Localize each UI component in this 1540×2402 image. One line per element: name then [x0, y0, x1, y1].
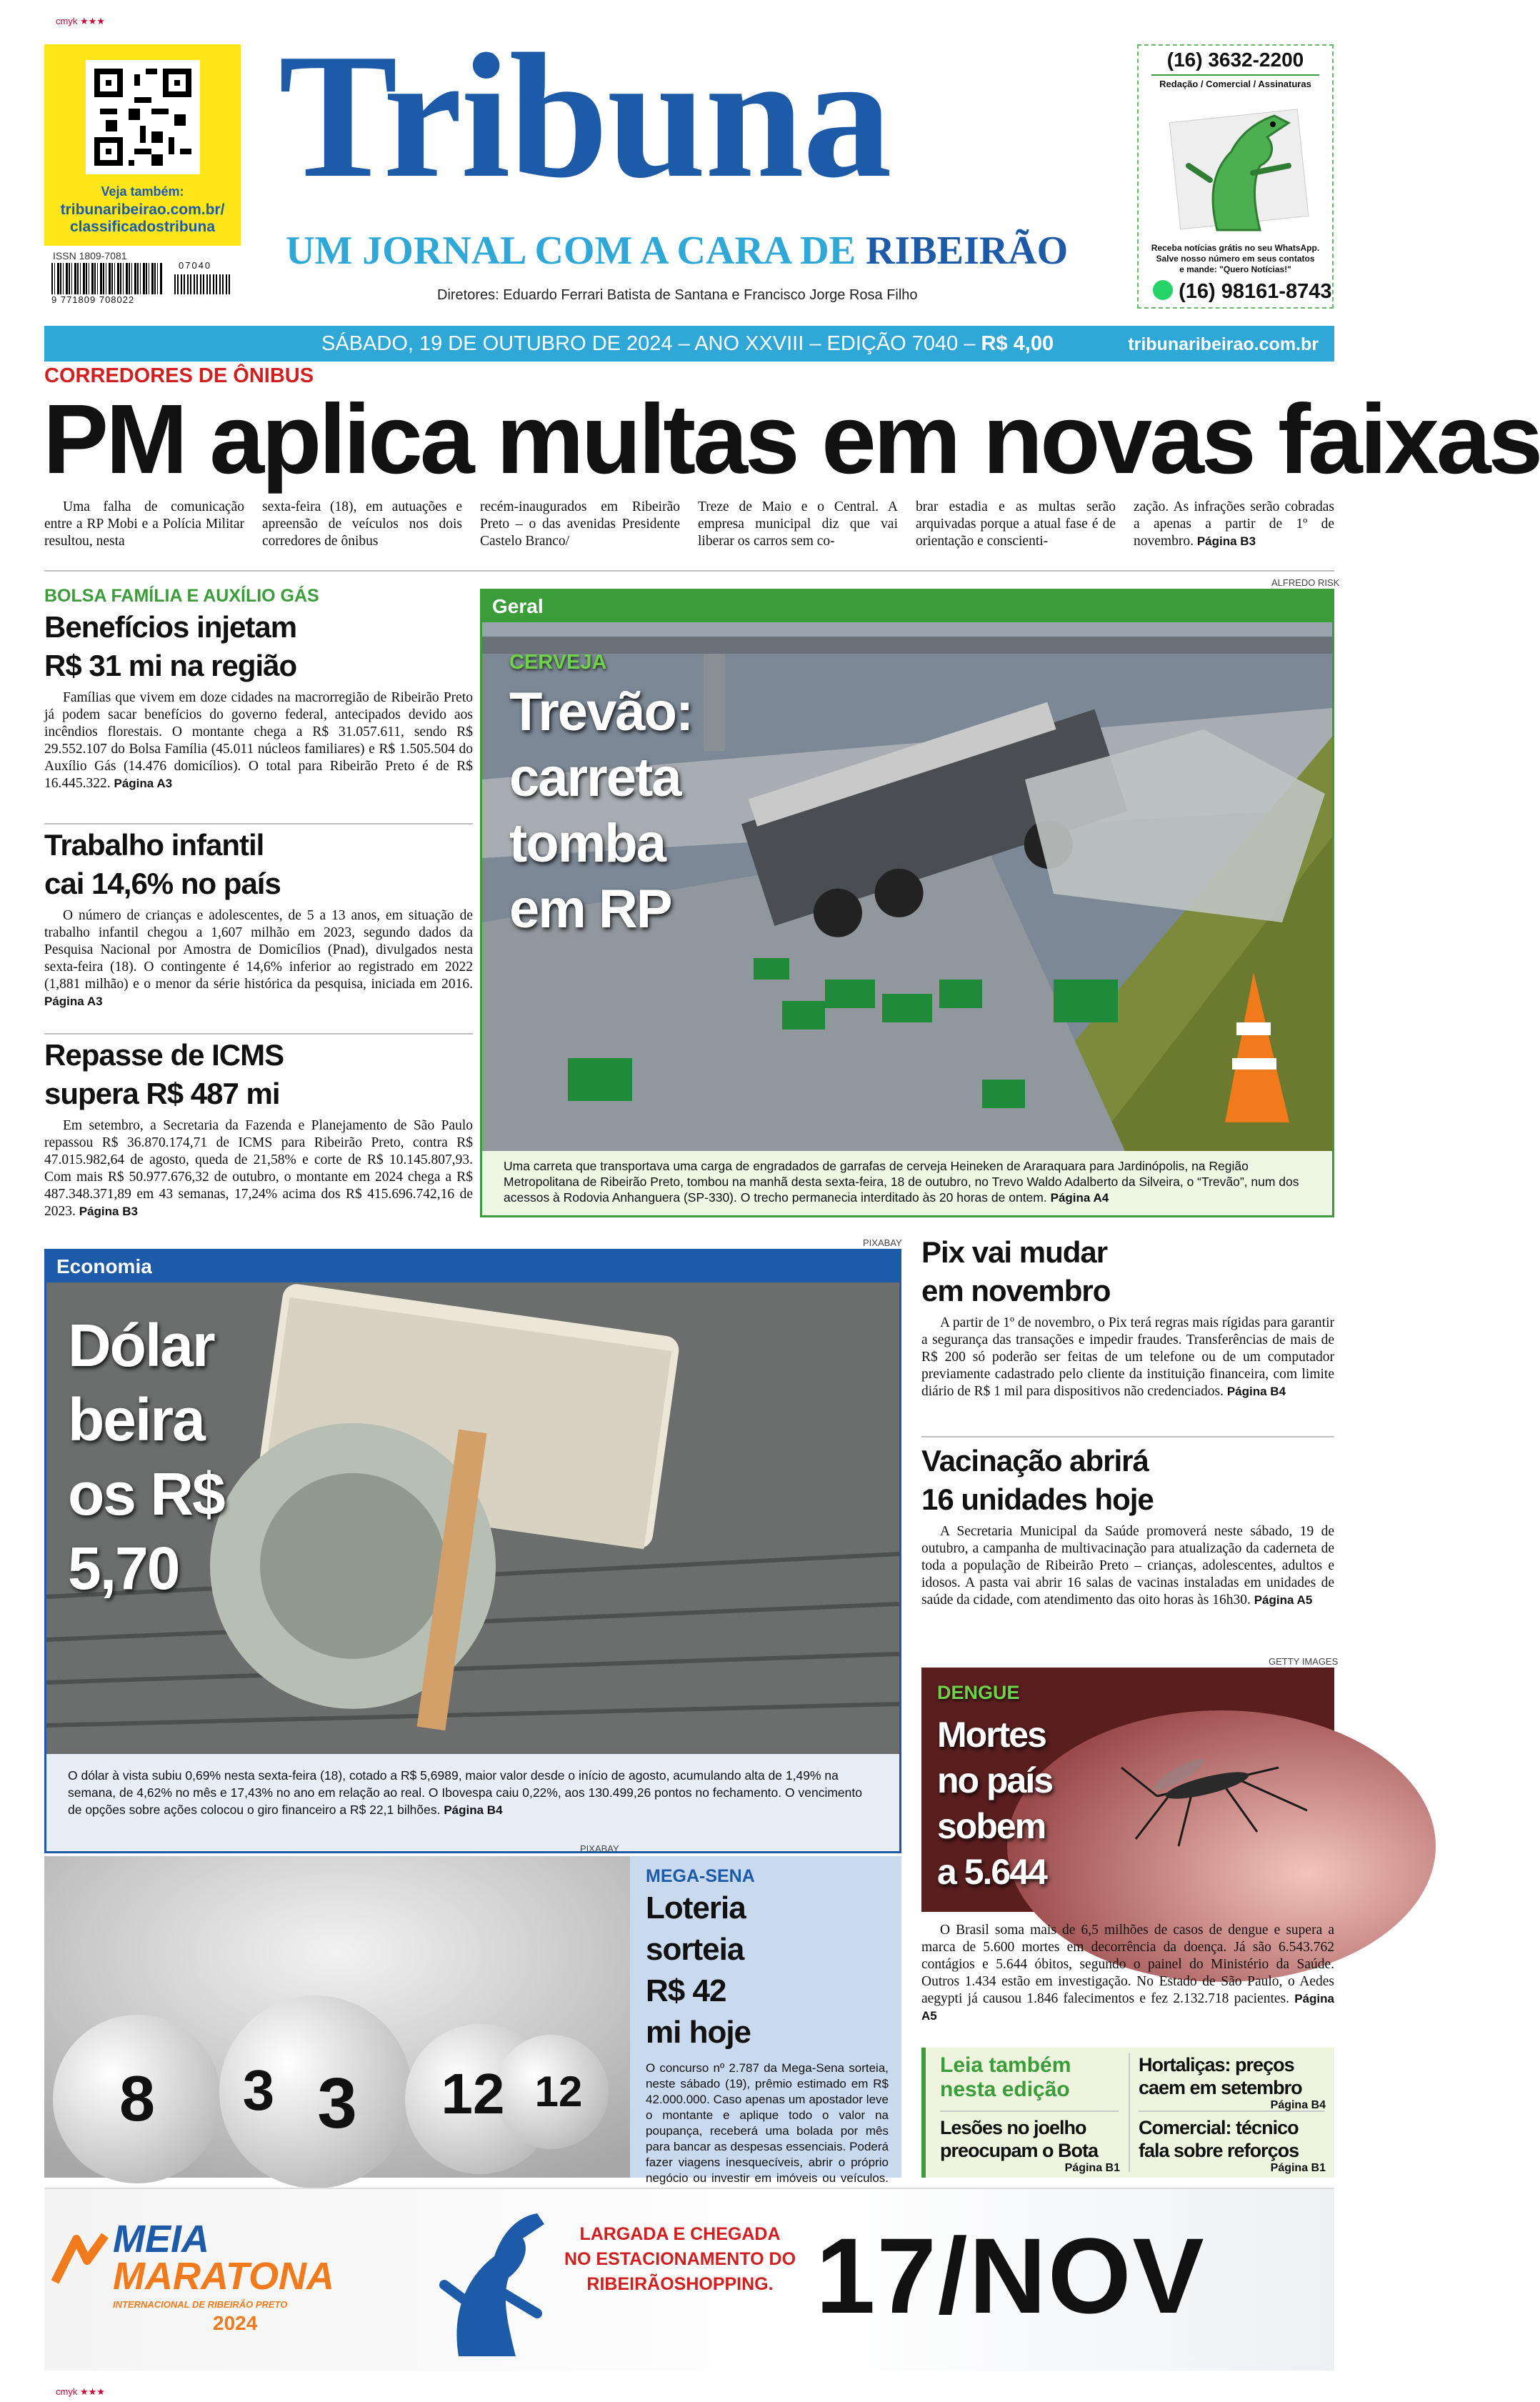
lead-col-6 — [1134, 499, 1334, 550]
geral-box[interactable] — [480, 589, 1334, 1217]
directors: Diretores: Eduardo Ferrari Batista de Santana e Francisco Jorge Rosa Filho — [437, 287, 918, 303]
leia-item-3-line-2: fala sobre reforços — [1139, 2140, 1299, 2161]
lead-col-3: recém-inaugurados em Ribeirão Preto – o das avenidas Presidente Castelo Branco/ — [480, 499, 680, 549]
lead-col-1: Uma falha de comunicação entre a RP Mobi e a Polícia Militar resultou, nesta — [44, 499, 244, 549]
dengue-headline-2: no país — [937, 1760, 1053, 1800]
qr-link-site[interactable]: tribunaribeirao.com.br/ — [60, 201, 225, 218]
economia-ref[interactable]: Página B4 — [444, 1803, 503, 1817]
vacina-body — [921, 1523, 1334, 1609]
whatsapp-number-text: (16) 98161-8743 — [1179, 280, 1332, 303]
lead-body — [44, 499, 1334, 563]
icms-ref[interactable]: Página B3 — [79, 1205, 138, 1218]
ad-middle-1: LARGADA E CHEGADA — [579, 2224, 781, 2244]
ball-2: 3 — [242, 2058, 275, 2122]
megasena-body-text: O concurso nº 2.787 da Mega-Sena sorteia, neste sábado (19), prêmio estimado em R$ 42.000.000. Caso apenas um apostador leve o montante e aplique todo o valor na poupança, receberá uma bolada por mês para bancar as despesas essenciais. Poderá fazer viagens inesquecíveis, abrir o próprio negócio ou investir em imóveis ou veículos. — [646, 2061, 889, 2185]
megasena-headline-2: sorteia — [646, 1932, 744, 1967]
bolsa-body-text: Famílias que vivem em doze cidades na macrorregião de Ribeirão Preto já podem sacar benefícios do governo federal, antecipados devido aos incêndios florestais. O montante chega a R$ 31.057.611, sendo R$ 29.552.107 do Bolsa Família (45.011 núcleos familiares) e R$ 1.505.504 do Auxílio Gás (14.476 domicílios). O total para Ribeirão Preto é de R$ 16.445.322. — [44, 690, 473, 791]
ball-4: 12 — [441, 2062, 505, 2126]
dengue-body-text: O Brasil soma mais de 6,5 milhões de casos de dengue e supera a marca de 5.600 mortes em decorrência da doença. Já são 6.543.762 contágios e 5.644 óbitos, segundo o painel do Ministério da Saúde. Outros 1.434 estão em investigação. No Estado de São Paulo, o Aedes aegypti já causou 1.846 falecimentos e fez 2.132.718 pacientes. — [921, 1923, 1334, 2006]
qr-code-icon — [94, 69, 191, 166]
lead-rule — [44, 570, 1334, 572]
left-rule-2 — [44, 1033, 473, 1035]
trabalho-headline-1[interactable]: Trabalho infantil — [44, 828, 264, 862]
trabalho-ref[interactable]: Página A3 — [44, 995, 103, 1008]
trabalho-headline-2[interactable]: cai 14,6% no país — [44, 867, 281, 900]
left-rule-1 — [44, 823, 473, 824]
vacina-body-text: A Secretaria Municipal da Saúde promoverá neste sábado, 19 de outubro, a campanha de multivacinação para atualização da caderneta de toda a população de Ribeirão Preto – crianças, adolescentes, adultos e idosos. A pasta vai abrir 16 salas de vacinas instaladas em unidades de saúde da cidade, com atendimento das oito horas às 16h30. — [921, 1524, 1334, 1608]
economia-section: Economia — [46, 1251, 899, 1282]
dateline-date-text: SÁBADO, 19 DE OUTUBRO DE 2024 – ANO XXVIII – EDIÇÃO 7040 – — [321, 332, 976, 355]
ad-date: 17/NOV — [816, 2216, 1206, 2336]
trabalho-body-text: O número de crianças e adolescentes, de 5 a 13 anos, em situação de trabalho infantil chegou a 1,607 milhão em 2023, segundo dados da Pesquisa Nacional por Amostra de Domicílios (Pnad), divulgados nesta sexta-feira (18). O contingente é 14,6% inferior ao registrado em 2022 (1,881 milhão) e o menor da série histórica da pesquisa, iniciada em 2016. — [44, 908, 473, 992]
economia-headline-1: Dólar — [68, 1312, 214, 1379]
ad-banner[interactable] — [44, 2188, 1334, 2371]
lottery-balls-photo — [44, 1856, 630, 2178]
barcode-addon — [174, 274, 231, 294]
ad-middle — [559, 2222, 801, 2297]
ball-1: 8 — [119, 2063, 156, 2135]
dateline-price: R$ 4,00 — [981, 332, 1054, 355]
bolsa-headline-1[interactable]: Benefícios injetam — [44, 610, 297, 644]
leia-rule-left — [940, 2111, 1119, 2112]
economia-headline-4: 5,70 — [68, 1535, 179, 1602]
right-rule-1 — [921, 1436, 1334, 1437]
trabalho-article — [44, 826, 473, 1010]
tagline-start: UM JORNAL COM A CARA DE — [286, 229, 856, 273]
leia-item-1-line-2: preocupam o Bota — [940, 2140, 1099, 2161]
megasena-box[interactable] — [44, 1856, 901, 2185]
megasena-credit: PIXABAY — [580, 1843, 619, 1854]
megasena-headline-1: Loteria — [646, 1890, 746, 1925]
lead-col-6-text: zação. As infrações serão cobradas a apenas a partir de 1º de novembro. — [1134, 499, 1334, 549]
economia-caption — [68, 1767, 875, 1819]
icms-headline-1[interactable]: Repasse de ICMS — [44, 1038, 284, 1072]
pix-headline-2[interactable]: em novembro — [921, 1274, 1111, 1307]
icms-headline-2[interactable]: supera R$ 487 mi — [44, 1077, 280, 1110]
pix-body-text: A partir de 1º de novembro, o Pix terá regras mais rígidas para garantir a segurança das transações e impedir fraudes. Transferências de mais de R$ 200 só poderão ser feitas de um telefone ou de um computador previamente cadastrado pelo cliente da instituição financeira, com limite diário de R$ 1 mil para dispositivos não credenciados. — [921, 1315, 1334, 1399]
leia-item-1[interactable] — [940, 2116, 1120, 2175]
runner-mascot — [430, 2199, 551, 2363]
tagline-end: RIBEIRÃO — [866, 229, 1069, 273]
leia-item-3[interactable] — [1139, 2116, 1326, 2175]
crocodile-mascot — [1167, 94, 1310, 237]
masthead-title[interactable]: Tribuna — [279, 17, 891, 215]
qr-box[interactable] — [44, 44, 241, 246]
bolsa-kicker: BOLSA FAMÍLIA E AUXÍLIO GÁS — [44, 586, 319, 606]
pix-article — [921, 1233, 1334, 1400]
megasena-body — [646, 2060, 889, 2202]
dengue-headline-4: a 5.644 — [937, 1852, 1046, 1892]
geral-headline[interactable] — [509, 679, 692, 942]
ball-5: 12 — [534, 2068, 583, 2116]
dengue-ref[interactable]: Página A5 — [921, 1992, 1334, 2023]
leia-item-3-ref: Página B1 — [1270, 2162, 1326, 2174]
dateline-site[interactable]: tribunaribeirao.com.br — [1128, 334, 1319, 354]
leia-accent — [921, 2048, 926, 2178]
leia-item-2[interactable] — [1139, 2053, 1326, 2112]
megasena-panel — [630, 1856, 901, 2185]
left-column — [44, 586, 473, 792]
whatsapp-text-1: Receba notícias grátis no seu WhatsApp. — [1151, 243, 1320, 253]
pix-body — [921, 1315, 1334, 1400]
dengue-headline[interactable] — [937, 1712, 1052, 1895]
leia-item-2-line-2: caem em setembro — [1139, 2077, 1302, 2098]
dengue-photo-box[interactable] — [921, 1668, 1334, 1912]
leia-title-1: Leia também — [940, 2053, 1071, 2077]
leia-item-2-ref: Página B4 — [1270, 2099, 1326, 2111]
barcode-addon-number: 07040 — [179, 260, 212, 271]
dengue-headline-3: sobem — [937, 1806, 1046, 1846]
contact-box — [1137, 44, 1334, 309]
barcode-number: 9 771809 708022 — [51, 294, 135, 305]
economia-caption-text: O dólar à vista subiu 0,69% nesta sexta-feira (18), cotado a R$ 5,6989, maior valor desde o início de agosto, acumulando alta de 1,49% na semana, de 4,62% no mês e 17,43% no ano em relação ao real. O Ibovespa caiu 0,22%, aos 130.499,26 pontos no fechamento. O vencimento de opções sobre ações colocou o giro financeiro a R$ 22,1 bilhões. — [68, 1768, 862, 1817]
megasena-headline-3: R$ 42 — [646, 1973, 726, 2008]
qr-code[interactable] — [86, 60, 200, 174]
dateline-date — [321, 332, 1054, 356]
dengue-headline-1: Mortes — [937, 1715, 1046, 1755]
geral-headline-2: carreta — [509, 747, 681, 808]
qr-link-classificados[interactable]: classificadostribuna — [69, 219, 216, 235]
issn: ISSN 1809-7081 — [53, 250, 127, 261]
geral-credit: ALFREDO RISK — [1271, 577, 1340, 588]
economia-headline[interactable] — [68, 1308, 224, 1605]
lead-col-2: sexta-feira (18), em autuações e apreensão de veículos nos dois corredores de ônibus — [262, 499, 462, 549]
pix-ref[interactable]: Página B4 — [1226, 1385, 1286, 1398]
lead-col-4: Treze de Maio e o Central. A empresa municipal diz que vai liberar os carros sem co- — [698, 499, 898, 549]
ad-brand — [113, 2218, 334, 2298]
ball-3: 3 — [317, 2063, 357, 2143]
leia-title-2: nesta edição — [940, 2078, 1070, 2101]
maratona-logo-icon — [51, 2232, 109, 2289]
geral-ref[interactable]: Página A4 — [1050, 1191, 1109, 1205]
lead-kicker: CORREDORES DE ÔNIBUS — [44, 364, 314, 387]
icms-body — [44, 1117, 473, 1220]
bolsa-body — [44, 689, 473, 792]
economia-headline-2: beira — [68, 1386, 204, 1453]
vacina-headline-1[interactable]: Vacinação abrirá — [921, 1444, 1149, 1477]
phone-label: Redação / Comercial / Assinaturas — [1159, 79, 1311, 89]
geral-caption-text: Uma carreta que transportava uma carga de engradados de garrafas de cerveja Heineken de Araraquara para Jardinópolis, na Região Metropolitana de Ribeirão Preto, tombou na manhã desta sexta-feira, 18 de outubro, no Trevo Waldo Adalberto da Silveira, o “Trevão”, num dos acessos à Rodovia Anhanguera (SP-330). O trecho permanecia interditado às 20 horas de ontem. — [504, 1159, 1299, 1205]
bolsa-headline-2[interactable]: R$ 31 mi na região — [44, 649, 297, 682]
leia-divider — [1129, 2053, 1130, 2172]
ad-middle-3: RIBEIRÃOSHOPPING. — [586, 2274, 774, 2294]
contact-rule — [1151, 74, 1319, 76]
geral-caption — [504, 1158, 1311, 1206]
ad-brand-2: MARATONA — [113, 2255, 334, 2298]
print-mark-bottom: cmyk ★★★ — [56, 2386, 105, 2397]
dengue-credit: GETTY IMAGES — [1269, 1656, 1339, 1667]
vacina-headline-2[interactable]: 16 unidades hoje — [921, 1482, 1154, 1516]
ad-year: 2024 — [213, 2312, 258, 2334]
lead-ref[interactable]: Página B3 — [1196, 534, 1256, 548]
megasena-kicker: MEGA-SENA — [646, 1866, 755, 1886]
lead-headline[interactable]: PM aplica multas em novas faixas — [43, 384, 1540, 494]
phone[interactable]: (16) 3632-2200 — [1166, 49, 1304, 71]
whatsapp-text-3: e mande: "Quero Notícias!" — [1179, 264, 1291, 274]
leia-item-3-line-1: Comercial: técnico — [1139, 2117, 1299, 2138]
whatsapp-text-2: Salve nosso número em seus contatos — [1156, 254, 1315, 264]
economia-headline-3: os R$ — [68, 1460, 224, 1528]
dengue-kicker: DENGUE — [937, 1682, 1020, 1703]
whatsapp-icon — [1153, 280, 1173, 300]
ad-brand-1: MEIA — [113, 2218, 209, 2261]
vacina-article — [921, 1442, 1334, 1609]
masthead-tagline — [286, 229, 1107, 273]
icms-body-text: Em setembro, a Secretaria da Fazenda e Planejamento de São Paulo repassou R$ 36.870.174,71 de ICMS para Ribeirão Preto, contra R$ 47.015.982,64 de agosto, queda de 21,58% e corte de R$ 10.145.807,93. Com mais R$ 50.977.676,32 de outubro, o montante em 2024 chega a R$ 487.348.371,89 em 43 semanas, 17,24% acima dos R$ 415.696.742,16 de 2023. — [44, 1118, 473, 1219]
leia-item-1-ref: Página B1 — [1064, 2162, 1120, 2174]
pix-headline-1[interactable]: Pix vai mudar — [921, 1235, 1108, 1269]
vacina-ref[interactable]: Página A5 — [1254, 1593, 1313, 1607]
ad-sub: INTERNACIONAL DE RIBEIRÃO PRETO — [113, 2299, 288, 2310]
megasena-headline[interactable] — [646, 1888, 751, 2053]
megasena-headline-4: mi hoje — [646, 2015, 751, 2050]
ad-middle-2: NO ESTACIONAMENTO DO — [564, 2249, 796, 2269]
geral-section: Geral — [482, 591, 1332, 622]
whatsapp-number[interactable] — [1153, 280, 1332, 304]
print-mark-top: cmyk ★★★ — [56, 16, 105, 26]
leia-box — [921, 2048, 1334, 2178]
barcode — [51, 263, 163, 294]
lead-col-5: brar estadia e as multas serão arquivadas porque a atual fase é de orientação e conscienti- — [916, 499, 1116, 549]
trabalho-body — [44, 907, 473, 1010]
leia-item-1-line-1: Lesões no joelho — [940, 2117, 1086, 2138]
economia-box[interactable] — [44, 1249, 901, 1853]
leia-item-2-line-1: Hortaliças: preços — [1139, 2054, 1294, 2075]
geral-headline-4: em RP — [509, 879, 671, 940]
dengue-body — [921, 1922, 1334, 2025]
dateline-bar — [44, 326, 1334, 362]
geral-headline-3: tomba — [509, 813, 665, 874]
geral-headline-1: Trevão: — [509, 682, 693, 742]
geral-kicker: CERVEJA — [509, 651, 607, 674]
bolsa-ref[interactable]: Página A3 — [114, 777, 173, 790]
icms-article — [44, 1036, 473, 1220]
leia-title — [940, 2053, 1071, 2102]
economia-credit: PIXABAY — [863, 1237, 902, 1248]
qr-label: Veja também: — [101, 184, 184, 199]
